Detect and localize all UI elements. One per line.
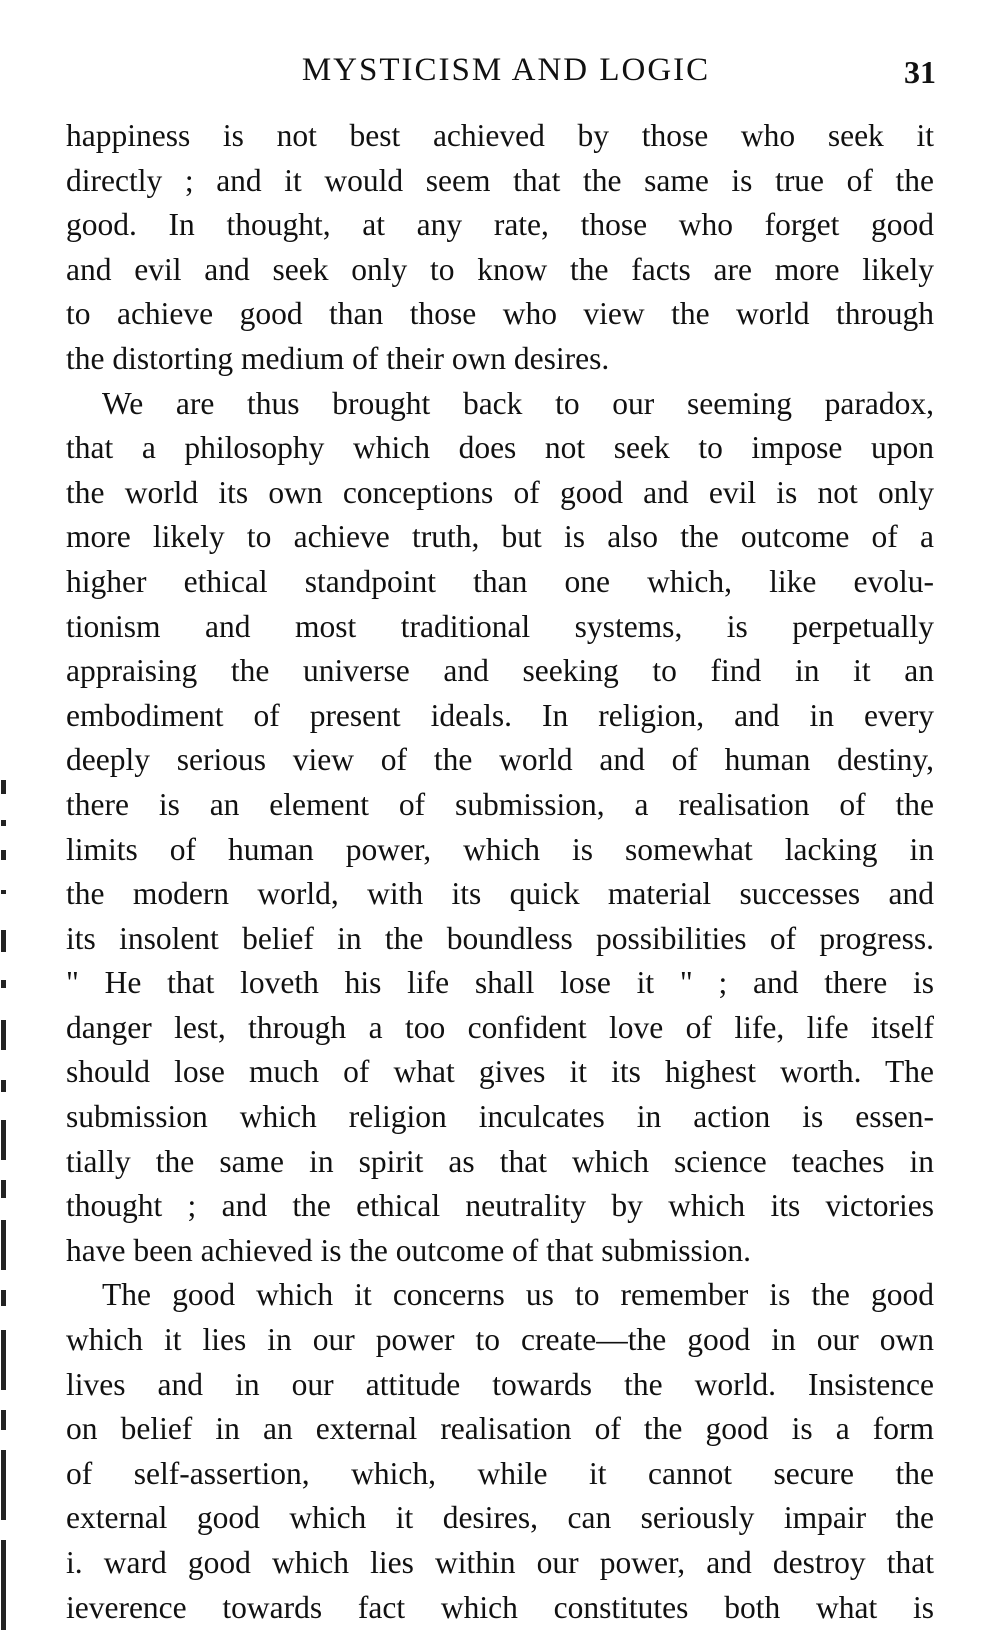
text-line: tially the same in spirit as that which science teaches in [66,1143,934,1179]
page-number: 31 [904,54,936,90]
text-line: i. ward good which lies within our power, and destroy that [66,1545,934,1580]
text-line: the distorting medium of their own desires. [66,340,610,376]
text-line: on belief in an external realisation of the good is a form [66,1411,934,1447]
text-line: the world its own conceptions of good and evil is not only [66,474,934,510]
paragraph [66,1273,934,1630]
text-line: deeply serious view of the world and of human destiny, [66,742,934,778]
text-line: appraising the universe and seeking to find in it an [66,653,934,689]
text-line: to achieve good than those who view the world through [66,296,934,332]
scan-margin-marks [0,780,8,1640]
text-line: The good which it concerns us to remember is the good [102,1277,934,1313]
text-line: the modern world, with its quick material successes and [66,876,934,912]
text-line: have been achieved is the outcome of that submission. [66,1232,751,1268]
text-line: higher ethical standpoint than one which, like evolu- [66,563,934,599]
text-line: limits of human power, which is somewhat lacking in [66,831,934,867]
text-line: of self-assertion, which, while it cannot secure the [66,1455,934,1491]
text-line: embodiment of present ideals. In religion, and in every [66,697,934,733]
text-line: there is an element of submission, a realisation of the [66,786,934,822]
text-line: external good which it desires, can seriously impair the [66,1500,934,1536]
text-line: thought ; and the ethical neutrality by which its victories [66,1188,934,1224]
text-line: and evil and seek only to know the facts are more likely [66,251,934,287]
text-line: good. In thought, at any rate, those who forget good [66,207,934,243]
running-head [66,52,946,98]
text-line: its insolent belief in the boundless possibilities of progress. [66,920,934,956]
paragraph [66,382,934,1274]
text-line: tionism and most traditional systems, is perpetually [66,608,934,644]
text-line: which it lies in our power to create—the good in our own [66,1322,934,1358]
text-line: We are thus brought back to our seeming paradox, [102,385,934,421]
text-line: should lose much of what gives it its highest worth. The [66,1054,934,1090]
text-line: ieverence towards fact which constitutes both what is [66,1589,934,1625]
text-line: submission which religion inculcates in action is essen- [66,1099,934,1135]
text-line: more likely to achieve truth, but is also the outcome of a [66,519,934,555]
text-line: " He that loveth his life shall lose it " ; and there is [66,965,934,1001]
running-title: MYSTICISM AND LOGIC [301,52,711,88]
text-line: happiness is not best achieved by those who seek it [66,118,934,153]
text-line: directly ; and it would seem that the same is true of the [66,162,934,198]
text-line: danger lest, through a too confident love of life, life itself [66,1009,934,1045]
paragraph [66,114,934,382]
text-line: lives and in our attitude towards the world. Insistence [66,1366,934,1402]
body-text [66,114,934,1630]
text-line: that a philosophy which does not seek to impose upon [66,430,934,466]
